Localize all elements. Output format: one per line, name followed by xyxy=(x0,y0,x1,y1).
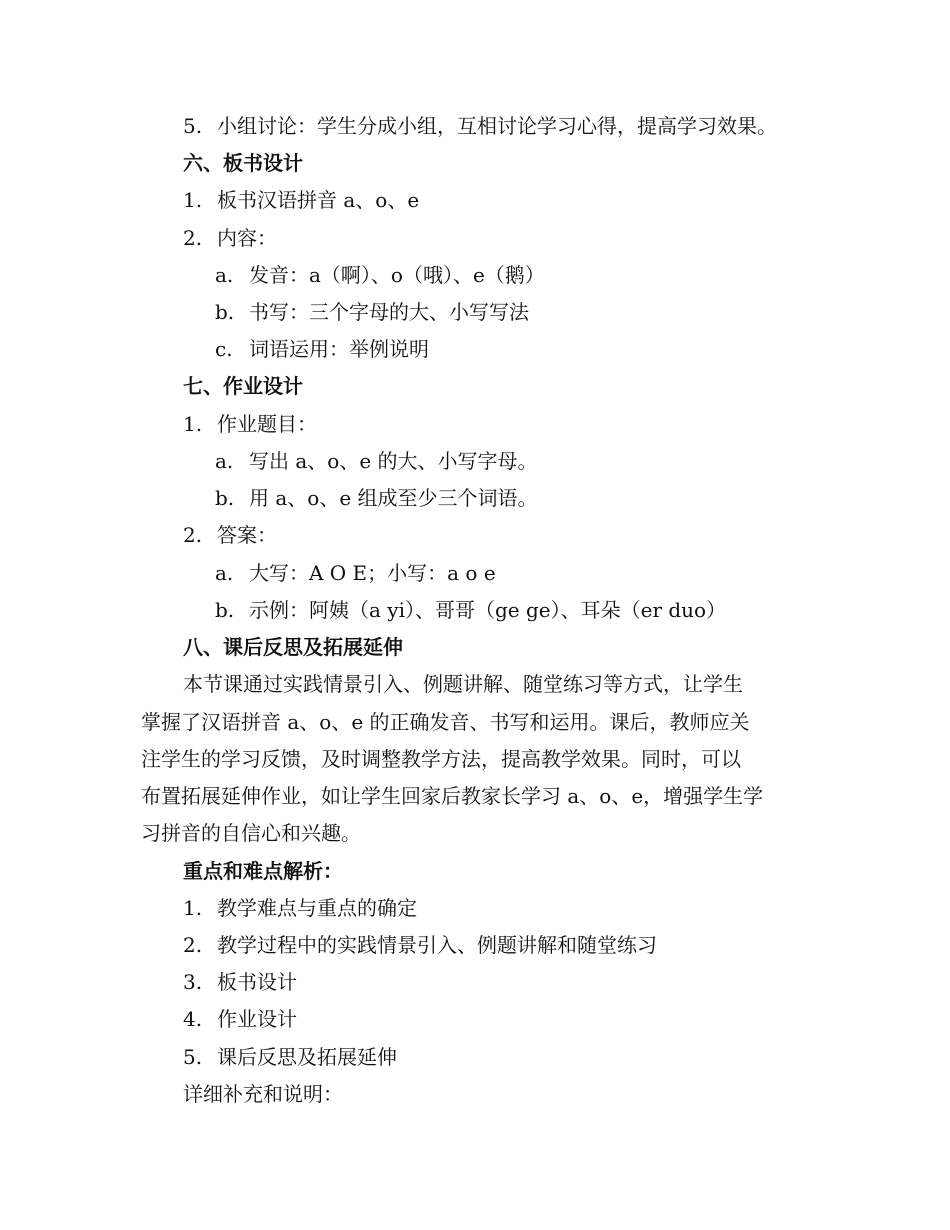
list-text: 板书设计 xyxy=(217,970,297,994)
list-text: 作业设计 xyxy=(217,1007,297,1031)
list-item xyxy=(183,410,317,438)
list-number: 2. xyxy=(183,933,203,957)
sub-list-letter: a. xyxy=(215,561,234,585)
sub-list-text: 书写：三个字母的大、小写写法 xyxy=(249,300,529,324)
sub-list-item xyxy=(215,559,496,587)
list-text: 内容： xyxy=(217,226,277,250)
list-number: 2. xyxy=(183,523,203,547)
sub-list-text: 词语运用：举例说明 xyxy=(249,337,429,361)
list-number: 4. xyxy=(183,1007,203,1031)
sub-list-letter: a. xyxy=(215,449,234,473)
list-text: 板书汉语拼音 a、o、e xyxy=(217,188,420,212)
sub-list-text: 用 a、o、e 组成至少三个词语。 xyxy=(249,486,538,510)
sub-list-letter: b. xyxy=(215,598,235,622)
section-heading: 七、作业设计 xyxy=(183,374,303,398)
sub-list-item xyxy=(215,484,538,512)
sub-list-letter: b. xyxy=(215,300,235,324)
list-number: 1. xyxy=(183,188,203,212)
paragraph-line: 布置拓展延伸作业，如让学生回家后教家长学习 a、o、e，增强学生学 xyxy=(141,784,764,808)
sub-list-item xyxy=(215,447,538,475)
list-number: 5. xyxy=(183,114,203,138)
list-text: 教学难点与重点的确定 xyxy=(217,896,417,920)
sub-list-item xyxy=(215,298,529,326)
list-text: 答案： xyxy=(217,523,277,547)
sub-list-letter: c. xyxy=(215,337,233,361)
paragraph-line: 详细补充和说明： xyxy=(183,1082,343,1106)
section-heading: 八、课后反思及拓展延伸 xyxy=(183,635,403,659)
sub-list-item xyxy=(215,261,545,289)
list-number: 3. xyxy=(183,970,203,994)
list-item xyxy=(183,968,297,996)
sub-list-item xyxy=(215,335,429,363)
list-item xyxy=(183,224,277,252)
list-number: 5. xyxy=(183,1045,203,1069)
list-text: 小组讨论：学生分成小组，互相讨论学习心得，提高学习效果。 xyxy=(217,114,777,138)
sub-list-item xyxy=(215,596,726,624)
list-text: 教学过程中的实践情景引入、例题讲解和随堂练习 xyxy=(217,933,657,957)
sub-list-text: 发音：a（啊）、o（哦）、e（鹅） xyxy=(249,263,545,287)
list-text: 作业题目： xyxy=(217,412,317,436)
list-item xyxy=(183,931,657,959)
list-number: 1. xyxy=(183,896,203,920)
section-heading: 重点和难点解析： xyxy=(183,859,343,883)
list-text: 课后反思及拓展延伸 xyxy=(217,1045,397,1069)
paragraph-line: 习拼音的自信心和兴趣。 xyxy=(141,821,361,845)
list-item xyxy=(183,1043,397,1071)
sub-list-letter: b. xyxy=(215,486,235,510)
paragraph-line: 注学生的学习反馈，及时调整教学方法，提高教学效果。同时，可以 xyxy=(141,747,741,771)
sub-list-letter: a. xyxy=(215,263,234,287)
list-item xyxy=(183,186,419,214)
list-item xyxy=(183,894,417,922)
list-number: 1. xyxy=(183,412,203,436)
section-heading: 六、板书设计 xyxy=(183,151,303,175)
list-number: 2. xyxy=(183,226,203,250)
list-item xyxy=(183,1005,297,1033)
sub-list-text: 示例：阿姨（a yi）、哥哥（ge ge）、耳朵（er duo） xyxy=(249,598,727,622)
list-item xyxy=(183,112,777,140)
list-item xyxy=(183,521,277,549)
paragraph-line: 本节课通过实践情景引入、例题讲解、随堂练习等方式，让学生 xyxy=(183,672,743,696)
sub-list-text: 大写：A O E；小写：a o e xyxy=(249,561,496,585)
sub-list-text: 写出 a、o、e 的大、小写字母。 xyxy=(249,449,538,473)
paragraph-line: 掌握了汉语拼音 a、o、e 的正确发音、书写和运用。课后，教师应关 xyxy=(141,710,750,734)
